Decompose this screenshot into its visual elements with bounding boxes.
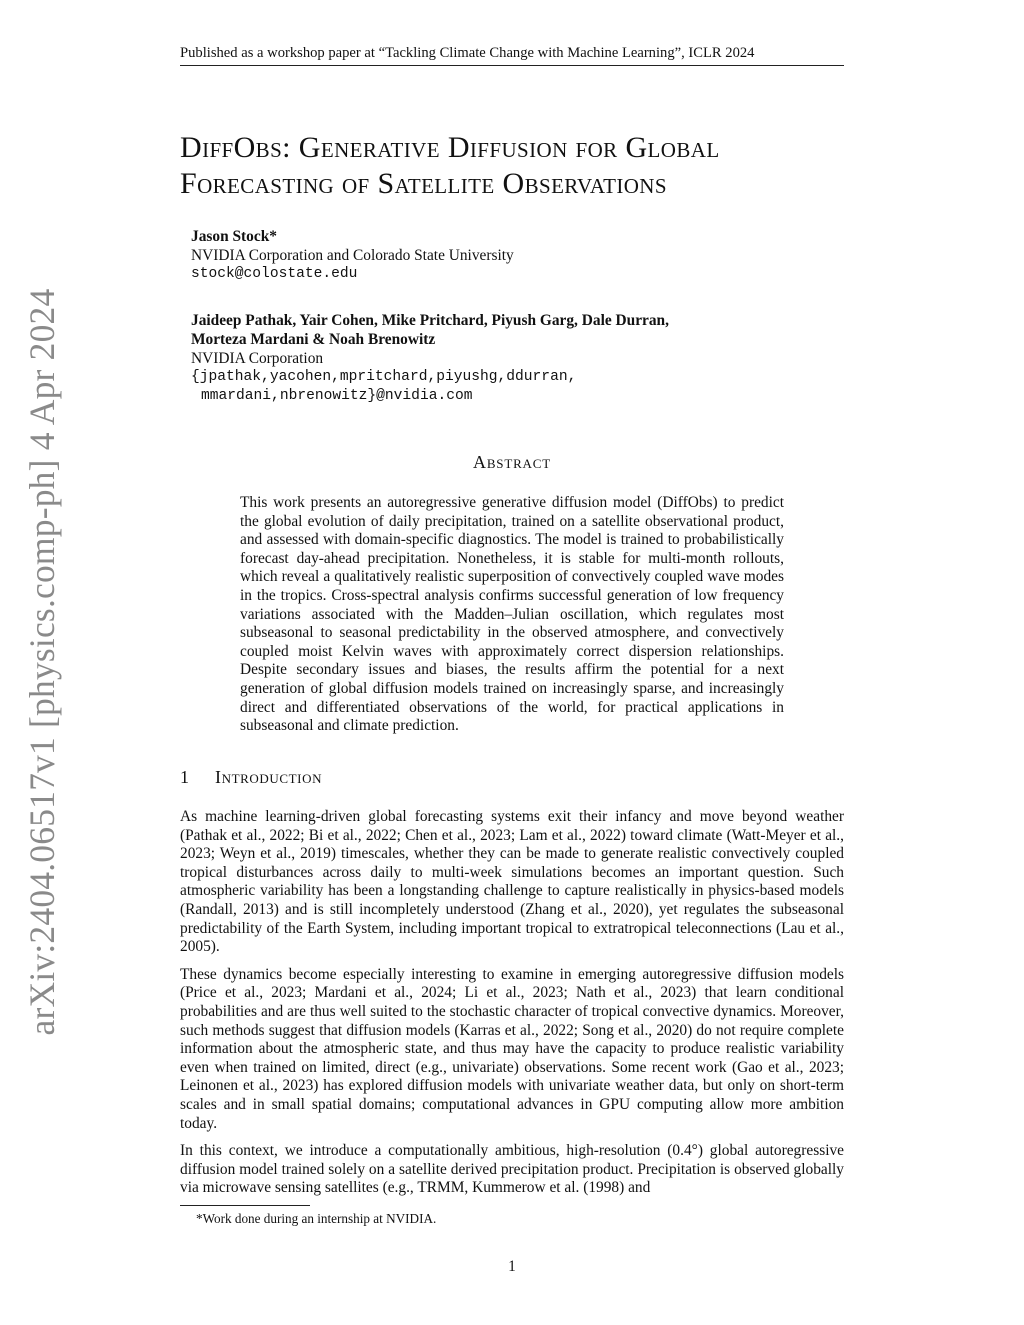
author-affiliation: NVIDIA Corporation bbox=[191, 350, 324, 367]
author-block-1 bbox=[191, 227, 831, 284]
author-names: Jason Stock* bbox=[191, 228, 277, 245]
author-email: stock@colostate.edu bbox=[191, 266, 358, 282]
title-line-1: DiffObs: Generative Diffusion for Global bbox=[180, 131, 720, 164]
author-emails bbox=[191, 368, 831, 406]
arxiv-identifier-text: arXiv:2404.06517v1 [physics.comp-ph] 4 Apr 2024 bbox=[22, 288, 62, 1036]
abstract-heading: Abstract bbox=[473, 452, 551, 472]
footnote bbox=[180, 1205, 844, 1227]
title-line-2: Forecasting of Satellite Observations bbox=[180, 167, 667, 200]
paragraph: These dynamics become especially interesting to examine in emerging autoregressive diffusion models (Price et al., 2023; Mardani et al., 2024; Li et al., 2023; Nath et al., 2023) that learn conditional probabilities and are thus well suited to the stochastic character of tropical convective dynamics. Moreover, such methods suggest that diffusion models (Karras et al., 2022; Song et al., 2020) do not require complete information about the atmospheric state, and thus may have the capacity to produce realistic variability even when trained on limited, direct (e.g., univariate) observations. Some recent work (Gao et al., 2023; Leinonen et al., 2023) has explored diffusion models with univariate weather data, but only on short-term scales and in small spatial domains; computational advances in GPU computing allow more ambition today. bbox=[180, 965, 844, 1132]
email-line-1: {jpathak,yacohen,mpritchard,piyushg,ddurran, bbox=[191, 369, 577, 385]
running-header: Published as a workshop paper at “Tackling Climate Change with Machine Learning”, ICLR 2024 bbox=[180, 44, 844, 66]
section-title: Introduction bbox=[215, 767, 323, 787]
section-heading bbox=[180, 767, 322, 788]
paragraph: As machine learning-driven global forecasting systems exit their infancy and move beyond weather (Pathak et al., 2022; Bi et al., 2022; Chen et al., 2023; Lam et al., 2022) toward climate (Watt-Meyer et al., 2023; Weyn et al., 2019) timescales, whether they can be made to generate realistic convectively coupled tropical disturbances across daily to multi-week simulations becomes an important question. Such atmospheric variability has been a longstanding challenge to capture realistically in physics-based models (Randall, 2013) and is still incompletely understood (Zhang et al., 2020), yet regulates the subseasonal predictability of the Earth System, including important tropical to extratropical teleconnections (Lau et al., 2005). bbox=[180, 808, 844, 956]
footnote-text: *Work done during an internship at NVIDIA. bbox=[196, 1211, 437, 1226]
author-affiliation: NVIDIA Corporation and Colorado State University bbox=[191, 247, 514, 264]
author-names-line-1: Jaideep Pathak, Yair Cohen, Mike Pritchard, Piyush Garg, Dale Durran, bbox=[191, 312, 669, 329]
footnote-rule bbox=[180, 1205, 310, 1206]
abstract-text: This work presents an autoregressive generative diffusion model (DiffObs) to predict the global evolution of daily precipitation, trained on a satellite observational product, and assessed with domain-specific diagnostics. The model is trained to probabilistically forecast day-ahead precipitation. Nonetheless, it is stable for multi-month rollouts, which reveal a qualitatively realistic superposition of convectively coupled wave modes in the tropics. Cross-spectral analysis confirms successful generation of low frequency variations associated with the Madden–Julian oscillation, which regulates most subseasonal to seasonal predictability in the observed atmosphere, and convectively coupled moist Kelvin waves with approximately correct dispersion relationships. Despite secondary issues and biases, the results affirm the potential for a next generation of global diffusion models trained on increasingly sparse, and increasingly direct and differentiated observations of the world, for practical applications in subseasonal and climate prediction. bbox=[240, 494, 784, 735]
paper-title bbox=[180, 130, 860, 202]
section-number: 1 bbox=[180, 767, 190, 787]
section-body bbox=[180, 808, 844, 1207]
email-line-2: mmardani,nbrenowitz}@nvidia.com bbox=[201, 388, 473, 404]
author-block-2 bbox=[191, 311, 831, 406]
author-names-line-2: Morteza Mardani & Noah Brenowitz bbox=[191, 331, 436, 348]
paragraph: In this context, we introduce a computationally ambitious, high-resolution (0.4°) global autoregressive diffusion model trained solely on a satellite derived precipitation product. Precipitation is observed globally via microwave sensing satellites (e.g., TRMM, Kummerow et al. (1998) and bbox=[180, 1142, 844, 1197]
page-number: 1 bbox=[508, 1258, 516, 1275]
